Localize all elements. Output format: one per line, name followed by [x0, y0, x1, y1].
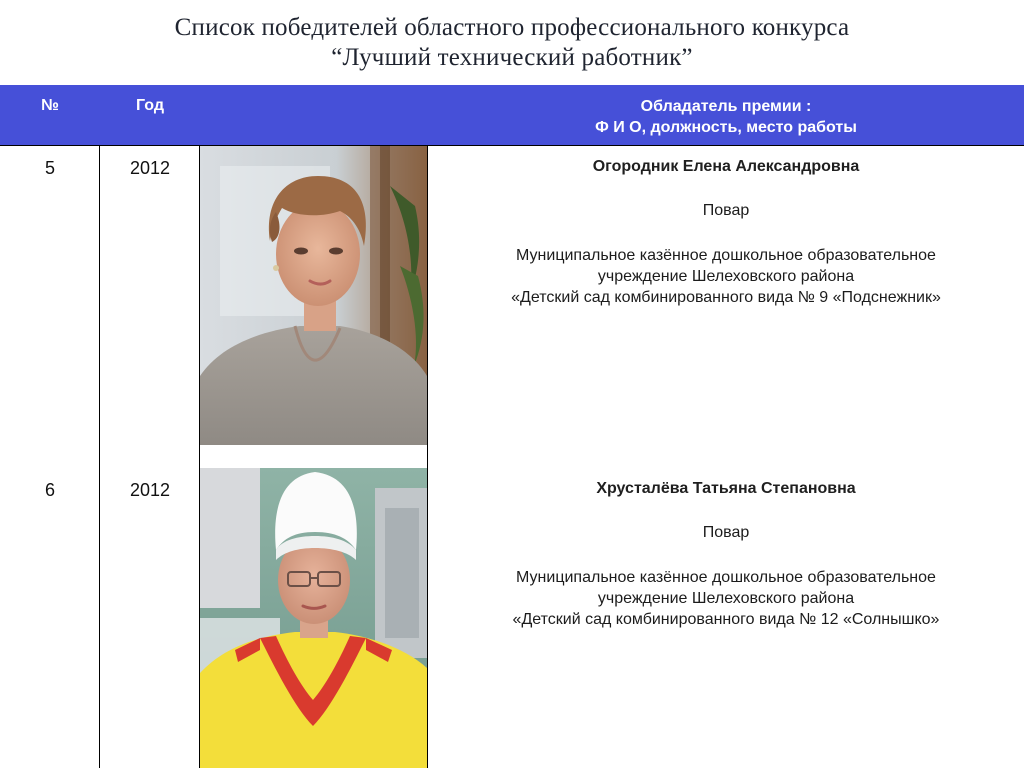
workplace-line: Муниципальное казённое дошкольное образовательное — [516, 247, 936, 264]
workplace-line: «Детский сад комбинированного вида № 12 «Солнышко» — [512, 611, 940, 628]
workplace-line: учреждение Шелеховского района — [597, 268, 855, 285]
holder-name: Хрусталёва Татьяна Степановна — [596, 480, 856, 497]
title-line-2: “Лучший технический работник” — [331, 44, 693, 71]
table-header — [0, 85, 1024, 145]
row-number: 6 — [44, 480, 55, 500]
page-title — [0, 0, 1024, 84]
header-year: Год — [136, 97, 164, 114]
holder-workplace — [428, 245, 1024, 308]
workplace-line: «Детский сад комбинированного вида № 9 «Подснежник» — [511, 289, 941, 306]
title-line-1: Список победителей областного профессионального конкурса — [174, 14, 850, 41]
holder-name: Огородник Елена Александровна — [592, 158, 860, 175]
header-number: № — [41, 97, 59, 114]
holder-position: Повар — [702, 202, 750, 219]
header-holder-line-1: Обладатель премии : — [640, 98, 812, 115]
row-year: 2012 — [129, 158, 171, 178]
table-row — [0, 468, 1024, 768]
workplace-line: Муниципальное казённое дошкольное образовательное — [516, 569, 936, 586]
portrait-woman-gray-sweater-image — [200, 146, 427, 445]
header-holder-line-2: Ф И О, должность, место работы — [595, 119, 857, 136]
portrait-photo — [200, 468, 427, 768]
workplace-line: учреждение Шелеховского района — [597, 590, 855, 607]
holder-workplace — [428, 567, 1024, 630]
portrait-woman-cook-hat-image — [200, 468, 427, 768]
row-year: 2012 — [129, 480, 171, 500]
table-row — [0, 146, 1024, 466]
award-holder-info — [428, 146, 1024, 308]
portrait-photo — [200, 146, 427, 445]
row-number: 5 — [44, 158, 55, 178]
award-holder-info — [428, 468, 1024, 630]
header-award-holder — [428, 96, 1024, 138]
holder-position: Повар — [702, 524, 750, 541]
